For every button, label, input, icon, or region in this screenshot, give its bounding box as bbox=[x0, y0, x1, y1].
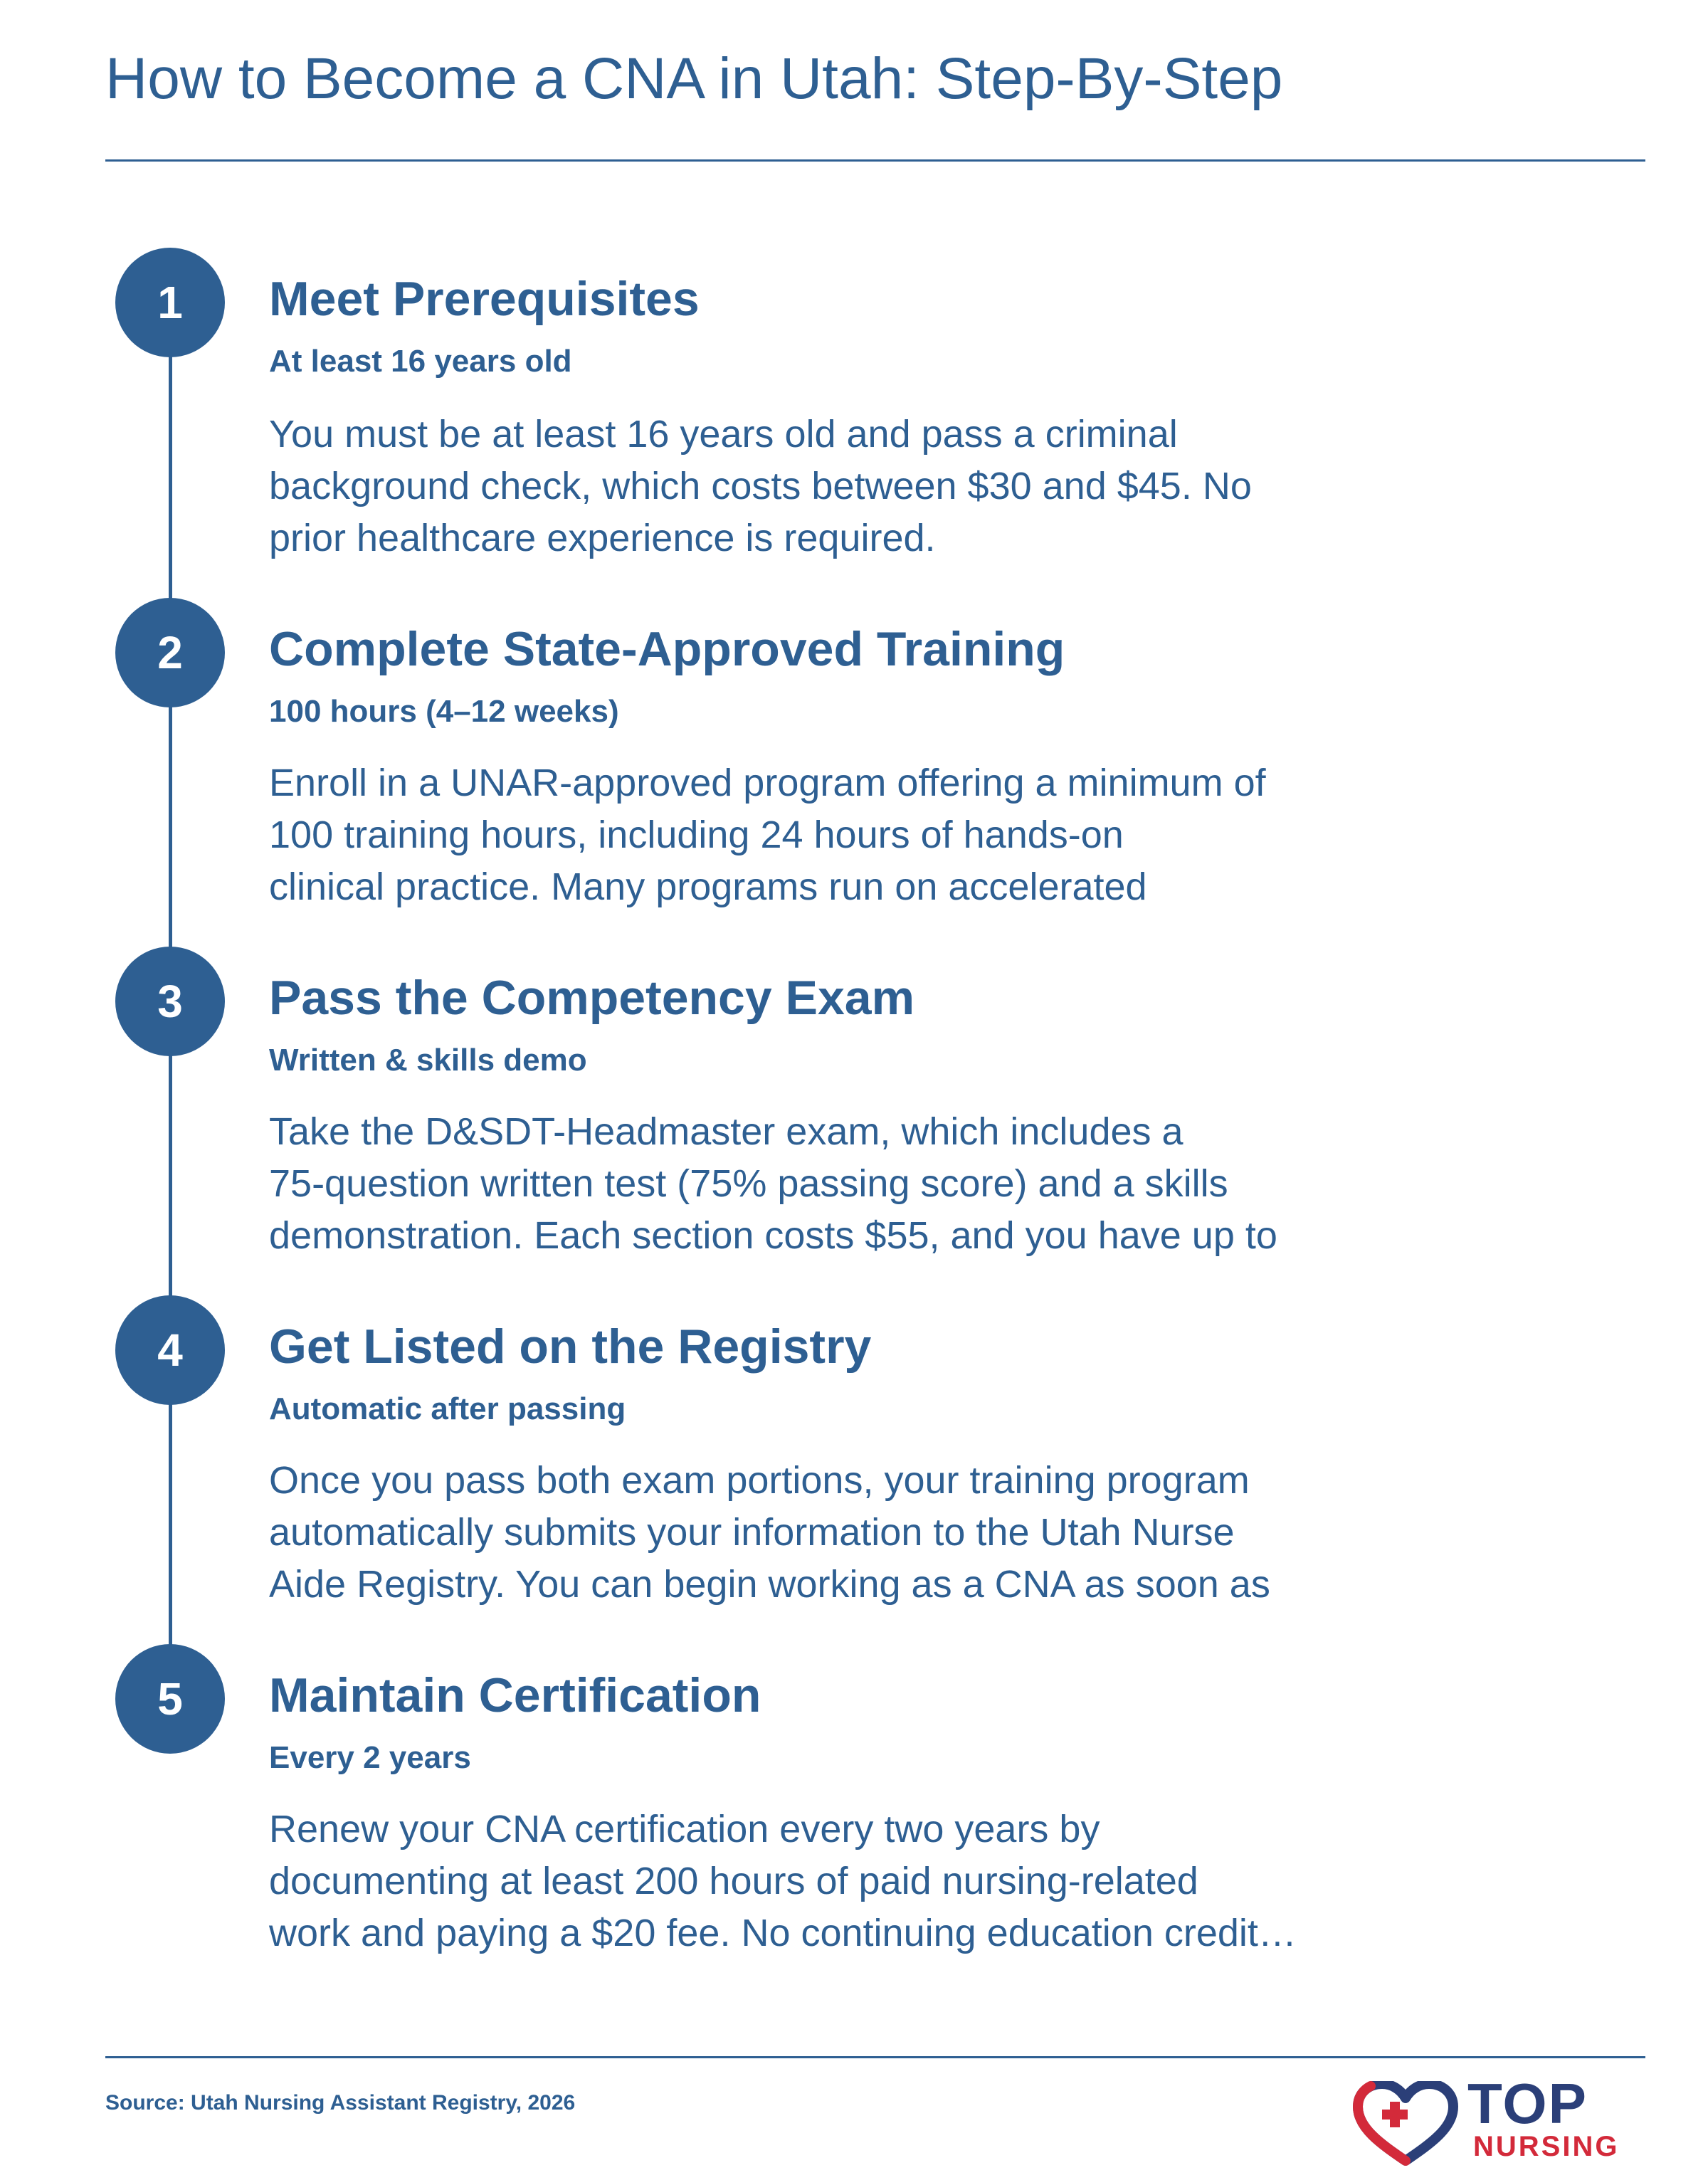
step-subtitle: Written & skills demo bbox=[269, 1043, 587, 1078]
logo-wordmark-top: TOP bbox=[1467, 2072, 1588, 2135]
footer-divider bbox=[105, 2056, 1645, 2058]
header-divider bbox=[105, 159, 1645, 162]
step-description bbox=[269, 1803, 1393, 1959]
step-description-line: Renew your CNA certification every two years by bbox=[269, 1808, 1100, 1850]
step-number-badge: 2 bbox=[115, 598, 225, 707]
step-description-line: background check, which costs between $30 and $45. No bbox=[269, 465, 1252, 507]
top-nursing-logo bbox=[1352, 2072, 1645, 2166]
step-subtitle: 100 hours (4–12 weeks) bbox=[269, 694, 619, 729]
step-description-line: clinical practice. Many programs run on accelerated bbox=[269, 865, 1147, 908]
step-description-line: Aide Registry. You can begin working as a CNA as soon as bbox=[269, 1563, 1270, 1606]
step-number-badge: 4 bbox=[115, 1295, 225, 1405]
step-description-line: You must be at least 16 years old and pass a criminal bbox=[269, 413, 1178, 456]
heart-cross-icon bbox=[1352, 2081, 1459, 2166]
page-title: How to Become a CNA in Utah: Step-By-Step bbox=[105, 46, 1283, 111]
step-description-line: documenting at least 200 hours of paid nursing-related bbox=[269, 1860, 1198, 1902]
step-description-line: 75-question written test (75% passing score) and a skills bbox=[269, 1162, 1228, 1205]
step-title: Meet Prerequisites bbox=[269, 272, 700, 326]
step-description bbox=[269, 1106, 1393, 1262]
logo-wordmark-nursing: NURSING bbox=[1473, 2131, 1620, 2162]
step-description-line: work and paying a $20 fee. No continuing education credit… bbox=[269, 1912, 1297, 1954]
step-description-line: prior healthcare experience is required. bbox=[269, 517, 936, 559]
step-description-line: automatically submits your information to the Utah Nurse bbox=[269, 1511, 1235, 1554]
step-title: Maintain Certification bbox=[269, 1668, 761, 1722]
step-title: Complete State-Approved Training bbox=[269, 622, 1065, 676]
source-note: Source: Utah Nursing Assistant Registry, 2026 bbox=[105, 2091, 576, 2115]
step-number-badge: 3 bbox=[115, 947, 225, 1056]
step-subtitle: Automatic after passing bbox=[269, 1391, 626, 1426]
step-description bbox=[269, 757, 1393, 913]
step-number-badge: 1 bbox=[115, 248, 225, 357]
step-description-line: 100 training hours, including 24 hours of hands-on bbox=[269, 813, 1124, 856]
step-description-line: Once you pass both exam portions, your training program bbox=[269, 1459, 1250, 1502]
step-title: Pass the Competency Exam bbox=[269, 971, 915, 1025]
step-title: Get Listed on the Registry bbox=[269, 1320, 872, 1374]
step-subtitle: At least 16 years old bbox=[269, 344, 572, 379]
step-description-line: Enroll in a UNAR-approved program offering a minimum of bbox=[269, 762, 1266, 804]
step-subtitle: Every 2 years bbox=[269, 1740, 471, 1775]
step-description-line: demonstration. Each section costs $55, and you have up to bbox=[269, 1214, 1277, 1257]
step-description-line: Take the D&SDT-Headmaster exam, which includes a bbox=[269, 1110, 1184, 1153]
step-description bbox=[269, 409, 1393, 564]
step-number-badge: 5 bbox=[115, 1644, 225, 1754]
step-description bbox=[269, 1455, 1393, 1611]
